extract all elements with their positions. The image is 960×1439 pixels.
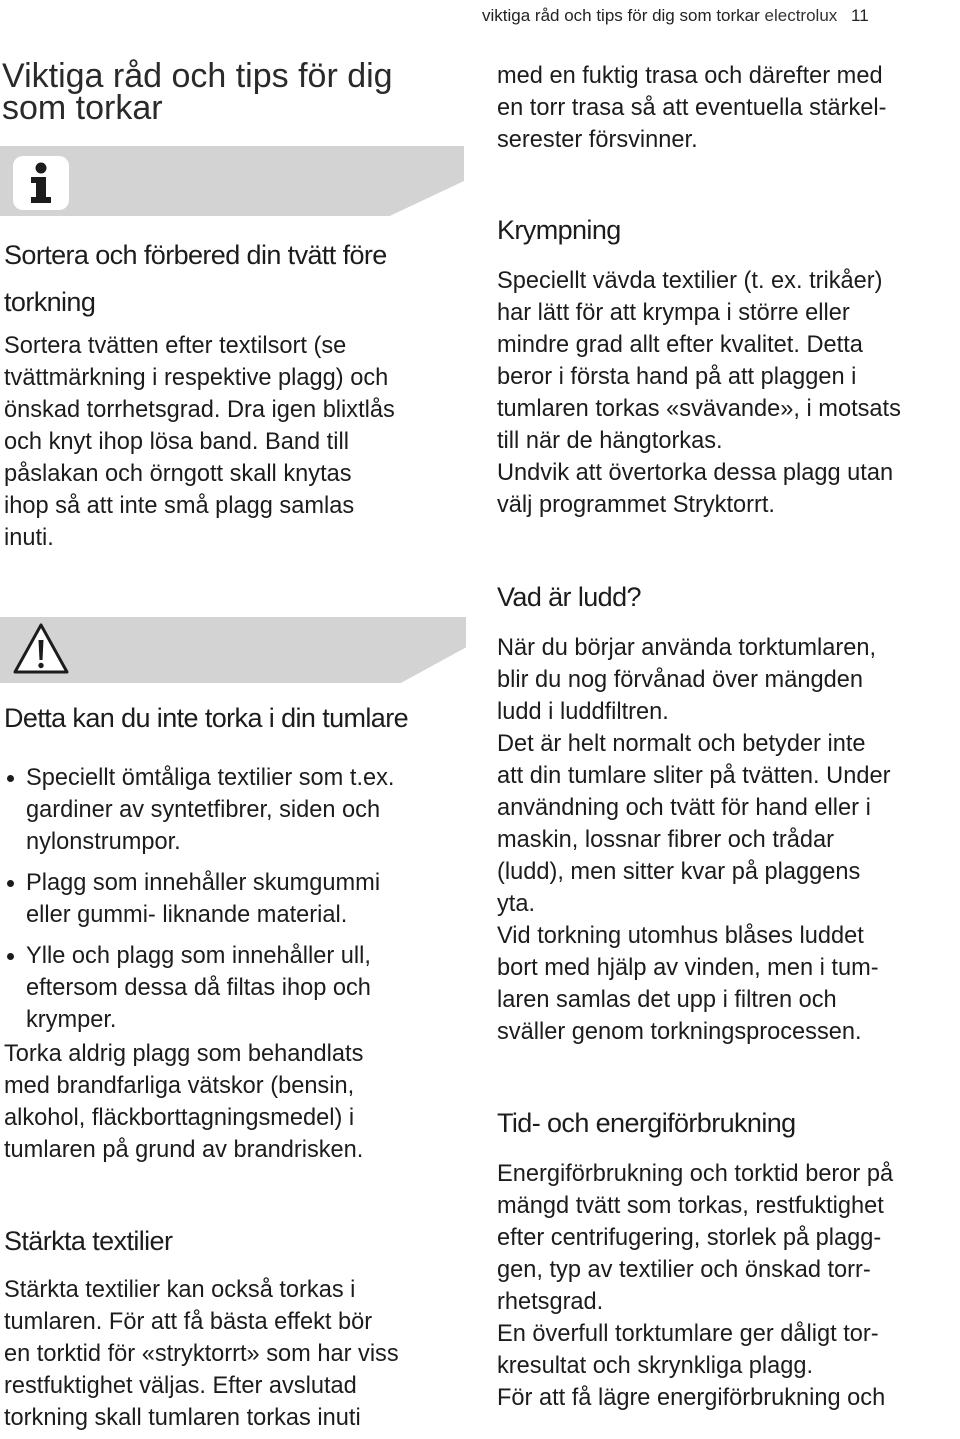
- text-line: ihop så att inte små plagg samlas: [4, 493, 355, 519]
- warning-list: [4, 762, 450, 1045]
- text-line: Speciellt vävda textilier (t. ex. trikåer): [497, 268, 883, 294]
- text-line: till när de hängtorkas.: [497, 428, 723, 454]
- text-line: och knyt ihop lösa band. Band till: [4, 429, 349, 455]
- text-line: en torktid för «stryktorrt» som har viss: [4, 1341, 399, 1367]
- text-line: sväller genom torkningsprocessen.: [497, 1019, 862, 1045]
- text-line: gardiner av syntetfibrer, siden och: [26, 797, 381, 823]
- text-line: önskad torrhetsgrad. Dra igen blixtlås: [4, 397, 395, 423]
- list-item: [4, 940, 450, 1036]
- shrink-heading: Krympning: [497, 215, 621, 245]
- text-line: maskin, lossnar fibrer och trådar: [497, 827, 834, 853]
- page-number: 11: [851, 6, 869, 25]
- text-line: tumlaren. För att få bästa effekt bör: [4, 1309, 373, 1335]
- starch-paragraph: [4, 1274, 466, 1434]
- running-title: viktiga råd och tips för dig som torkar: [482, 6, 760, 25]
- text-line: efter centrifugering, storlek på plagg-: [497, 1225, 882, 1251]
- text-line: påslakan och örngott skall knytas: [4, 461, 352, 487]
- text-line: att din tumlare sliter på tvätten. Under: [497, 763, 891, 789]
- text-line: rhetsgrad.: [497, 1289, 604, 1315]
- shrink-paragraph: [497, 265, 957, 521]
- text-line: eller gummi- liknande material.: [26, 902, 348, 928]
- text-line: kresultat och skrynkliga plagg.: [497, 1353, 814, 1379]
- text-line: användning och tvätt för hand eller i: [497, 795, 871, 821]
- text-line: nylonstrumpor.: [26, 829, 181, 855]
- text-line: Plagg som innehåller skumgummi: [26, 870, 381, 896]
- text-line: alkohol, fläckborttagningsmedel) i: [4, 1105, 355, 1131]
- text-line: Det är helt normalt och betyder inte: [497, 731, 866, 757]
- text-line: För att få lägre energiförbrukning och: [497, 1385, 886, 1411]
- text-line: inuti.: [4, 525, 54, 551]
- page-title: [2, 57, 462, 127]
- text-line: krymper.: [26, 1007, 117, 1033]
- info-icon: [13, 156, 69, 210]
- text-line: en torr trasa så att eventuella stärkel-: [497, 95, 887, 121]
- text-line: eftersom dessa då filtas ihop och: [26, 975, 371, 1001]
- sort-heading-line: torkning: [4, 287, 96, 317]
- text-line: Sortera tvätten efter textilsort (se: [4, 333, 347, 359]
- brand-name: electrolux: [764, 6, 838, 25]
- page-title-line: Viktiga råd och tips för dig: [2, 57, 393, 95]
- text-line: mindre grad allt efter kvalitet. Detta: [497, 332, 863, 358]
- list-item: [4, 762, 450, 858]
- text-line: tumlaren på grund av brandrisken.: [4, 1137, 364, 1163]
- info-band: [0, 146, 464, 216]
- text-line: Energiförbrukning och torktid beror på: [497, 1161, 894, 1187]
- list-item: [4, 867, 450, 931]
- lint-heading: Vad är ludd?: [497, 582, 641, 612]
- text-line: torkning skall tumlaren torkas inuti: [4, 1405, 361, 1431]
- text-line: Speciellt ömtåliga textilier som t.ex.: [26, 765, 395, 791]
- text-line: Undvik att övertorka dessa plagg utan: [497, 460, 894, 486]
- text-line: En överfull torktumlare ger dåligt tor-: [497, 1321, 879, 1347]
- text-line: Vid torkning utomhus blåses luddet: [497, 923, 864, 949]
- text-line: yta.: [497, 891, 536, 917]
- continued-paragraph: [497, 60, 957, 156]
- energy-heading: Tid- och energiförbrukning: [497, 1108, 796, 1138]
- text-line: När du börjar använda torktumlaren,: [497, 635, 877, 661]
- text-line: gen, typ av textilier och önskad torr-: [497, 1257, 871, 1283]
- text-line: blir du nog förvånad över mängden: [497, 667, 863, 693]
- text-line: restfuktighet väljas. Efter avslutad: [4, 1373, 357, 1399]
- text-line: laren samlas det upp i filtren och: [497, 987, 837, 1013]
- text-line: ludd i luddfiltren.: [497, 699, 669, 725]
- text-line: (ludd), men sitter kvar på plaggens: [497, 859, 861, 885]
- sort-paragraph: [4, 330, 466, 554]
- text-line: med en fuktig trasa och därefter med: [497, 63, 883, 89]
- text-line: har lätt för att krympa i större eller: [497, 300, 850, 326]
- energy-paragraph: [497, 1158, 957, 1414]
- starch-heading: Stärkta textilier: [4, 1226, 173, 1256]
- text-line: med brandfarliga vätskor (bensin,: [4, 1073, 355, 1099]
- text-line: välj programmet Stryktorrt.: [497, 492, 775, 518]
- text-line: Ylle och plagg som innehåller ull,: [26, 943, 371, 969]
- text-line: tvättmärkning i respektive plagg) och: [4, 365, 389, 391]
- page-title-line: som torkar: [2, 89, 163, 127]
- running-header: [482, 6, 952, 26]
- text-line: Torka aldrig plagg som behandlats: [4, 1041, 364, 1067]
- warning-triangle-icon: [12, 621, 70, 677]
- text-line: tumlaren torkas «svävande», i motsats: [497, 396, 901, 422]
- sort-heading: [4, 232, 466, 326]
- sort-heading-line: Sortera och förbered din tvätt före: [4, 240, 387, 270]
- text-line: Stärkta textilier kan också torkas i: [4, 1277, 356, 1303]
- warning-heading: Detta kan du inte torka i din tumlare: [4, 703, 409, 733]
- text-line: bort med hjälp av vinden, men i tum-: [497, 955, 879, 981]
- text-line: serester försvinner.: [497, 127, 698, 153]
- fire-warning-paragraph: [4, 1038, 466, 1166]
- text-line: beror i första hand på att plaggen i: [497, 364, 857, 390]
- lint-paragraph: [497, 632, 957, 1048]
- text-line: mängd tvätt som torkas, restfuktighet: [497, 1193, 884, 1219]
